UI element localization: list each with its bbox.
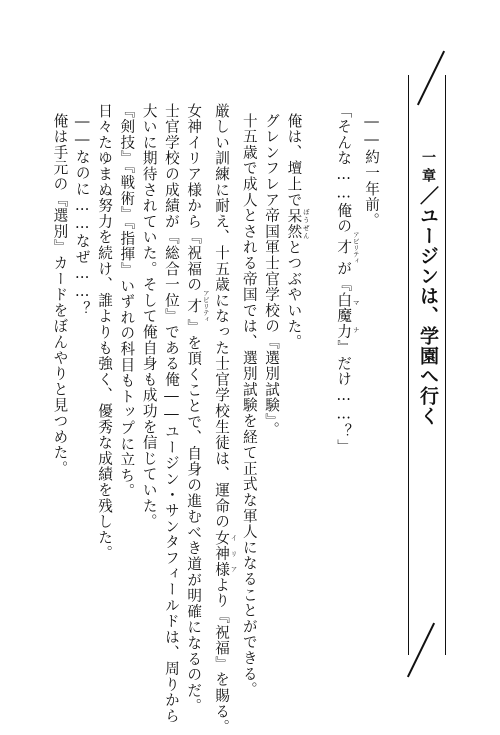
text-line: グレンフレア帝国軍士官学校の『選別試験』。 <box>263 113 281 438</box>
text-line: 厳しい訓練に耐え、十五歳になった士官学校生徒は、運命の女神様 イリアより『祝福』を賜る。 <box>213 103 238 735</box>
text-line: ――約一年前。 <box>363 113 380 229</box>
text-line: 「そんな……俺の才 アビリティが『白魔力 マナ』だけ……？」 <box>335 103 360 456</box>
text-line: 『剣技』『戦術』『指揮』いずれの科目もトップに立ち。 <box>118 103 136 500</box>
text-line: 大いに期待されていた。そして俺自身も成功を信じていた。 <box>140 103 158 530</box>
chapter-rule-right <box>445 75 446 655</box>
text-line: 俺は手元の『選別』カードをぼんやりと見つめた。 <box>51 113 69 477</box>
chapter-separator: ／ <box>417 186 439 206</box>
text-line: 十五歳で成人とされる帝国では、選別試験を経て正式な軍人になることができる。 <box>240 113 258 698</box>
text-line: 日々たゆまぬ努力を続け、誰よりも強く、優秀な成績を残した。 <box>96 103 114 562</box>
text-line: 俺は、壇上で呆然 ぼうぜんとつぶやいた。 <box>285 113 310 351</box>
chapter-title: ユージンは、学園へ行く <box>417 206 439 426</box>
text-line: ――なのに……なぜ……？ <box>73 113 91 317</box>
chapter-number: 一章 <box>420 150 436 186</box>
text-line: 女神イリア様から『祝福の才 アビリティ』を頂くことで、自身の進むべき道が明確になるのだ。 <box>185 103 210 715</box>
chapter-rule-left <box>408 75 409 655</box>
chapter-heading <box>415 150 441 426</box>
text-line: 士官学校の成績が『総合一位』である俺――ユージン・サンタフィールドは、周りから <box>162 103 180 724</box>
body-text <box>48 103 382 735</box>
